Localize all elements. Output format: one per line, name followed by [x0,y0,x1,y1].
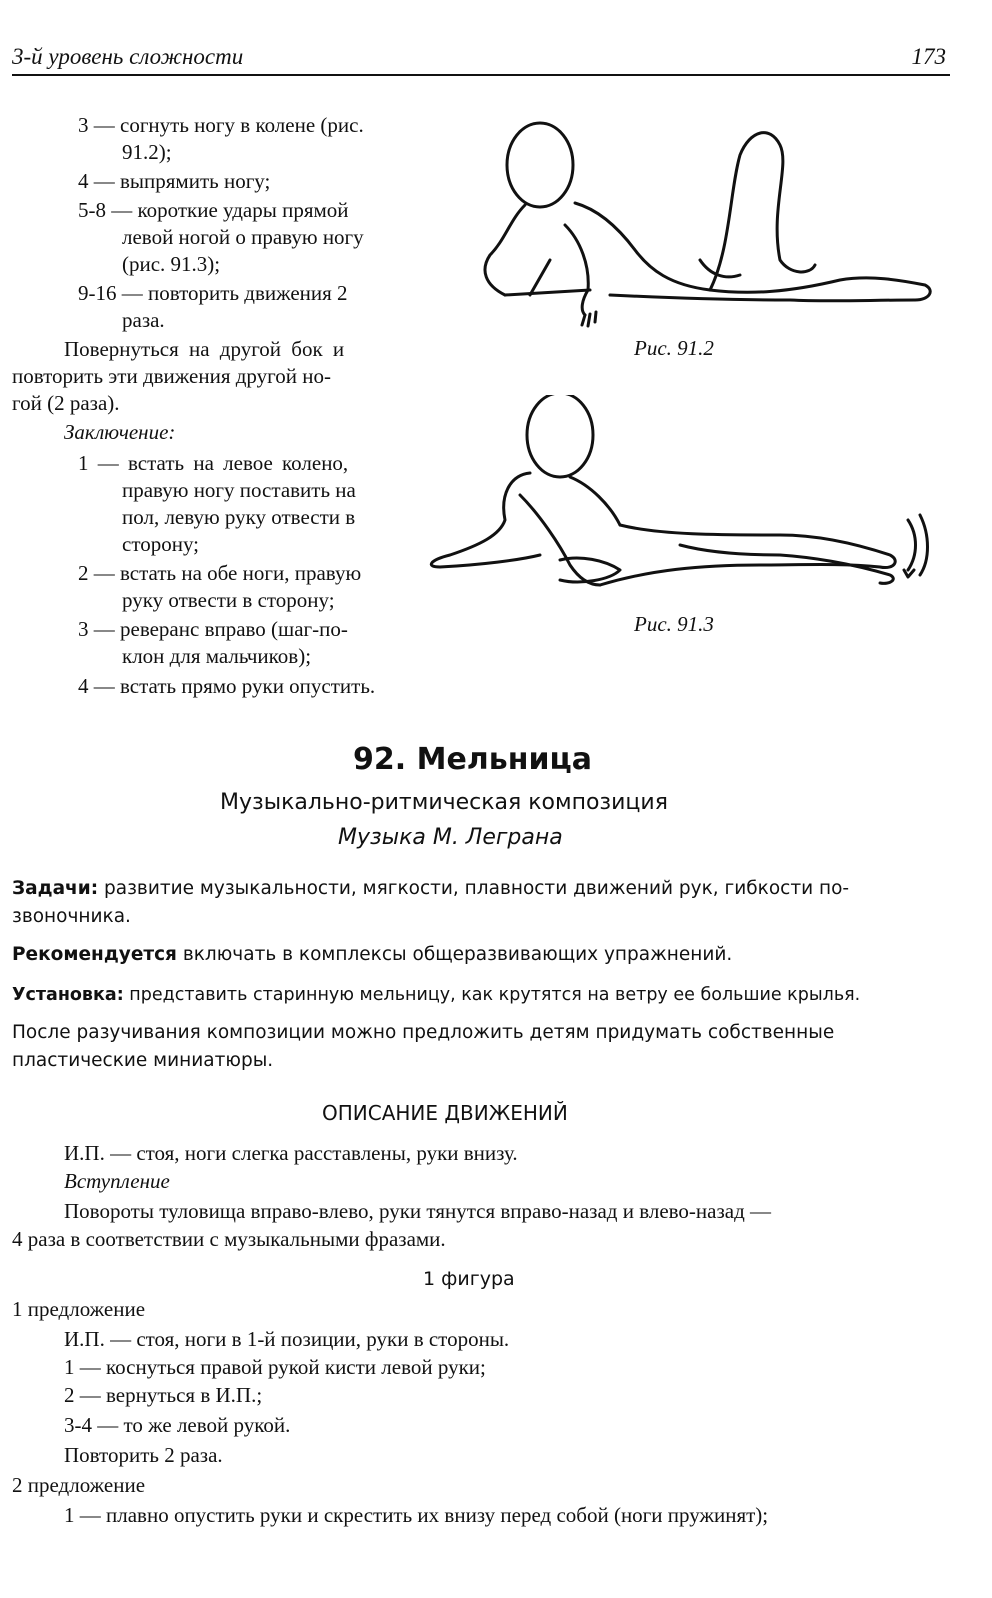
tasks-text: развитие музыкальности, мягкости, плавности движений рук, гибкости по- [104,878,850,899]
exercise-figure-91-2 [470,100,950,340]
sentence-label: 1 предложение [12,1297,146,1321]
step-line: правую ногу поставить на [122,478,356,502]
after-line: пластические миниатюры. [12,1050,274,1071]
intro-label: Вступление [64,1169,170,1193]
s1-line: Повторить 2 раза. [64,1443,223,1467]
chapter-title: 3-й уровень сложности [12,44,244,69]
page-header [12,40,950,76]
after-line: После разучивания композиции можно предложить детям придумать собственные [12,1022,835,1043]
figure-label: 1 фигура [423,1268,515,1290]
figure-caption-91-3: Рис. 91.3 [634,612,714,636]
recommend-text: включать в комплексы общеразвивающих упражнений. [182,944,733,965]
step-line: 3 — реверанс вправо (шаг-по- [78,617,348,641]
step-line: (рис. 91.3); [122,252,221,276]
sentence-label: 2 предложение [12,1473,146,1497]
step-line: пол, левую руку отвести в [122,505,356,529]
step-line: 2 — встать на обе ноги, правую [78,561,362,585]
tasks-label: Задачи: [12,878,99,899]
step-line: 5-8 — короткие удары прямой [78,198,349,222]
recommend-line [12,940,732,970]
step-line: 1 — встать на левое колено, [78,451,349,475]
s1-line: И.П. — стоя, ноги в 1-й позиции, руки в стороны. [64,1327,510,1351]
tasks-line-2: звоночника. [12,906,131,927]
step-line: раза. [122,308,165,332]
s1-line: 2 — вернуться в И.П.; [64,1383,263,1407]
intro-line: Повороты туловища вправо-влево, руки тянутся вправо-назад и влево-назад — [64,1199,772,1223]
section-title: 92. Мельница [353,742,592,777]
step-line: 4 — выпрямить ногу; [78,169,271,193]
recommend-label: Рекомендуется [12,944,177,965]
ip-line: И.П. — стоя, ноги слегка расставлены, руки внизу. [64,1141,518,1165]
s2-line: 1 — плавно опустить руки и скрестить их внизу перед собой (ноги пружинят); [64,1503,769,1527]
step-line: 9-16 — повторить движения 2 [78,281,348,305]
exercise-figure-91-3 [420,395,940,605]
figure-caption-91-2: Рис. 91.2 [634,336,714,360]
step-line: левой ногой о правую ногу [122,225,364,249]
turn-para-line: повторить эти движения другой но- [12,364,331,388]
s1-line: 1 — коснуться правой рукой кисти левой руки; [64,1355,486,1379]
setup-text: представить старинную мельницу, как крутятся на ветру ее большие крылья. [129,985,861,1005]
s1-line: 3-4 — то же левой рукой. [64,1413,291,1437]
turn-para-line: гой (2 раза). [12,391,120,415]
conclusion-label: Заключение: [64,420,176,444]
setup-line [12,980,860,1010]
section-music: Музыка М. Леграна [338,825,563,850]
step-line: клон для мальчиков); [122,644,312,668]
tasks-line [12,874,849,904]
step-line: 3 — согнуть ногу в колене (рис. [78,113,364,137]
section-subtitle: Музыкально-ритмическая композиция [220,790,668,815]
step-line: 91.2); [122,140,172,164]
step-line: сторону; [122,532,200,556]
page-number: 173 [911,44,946,69]
turn-para-line: Повернуться на другой бок и [64,337,345,361]
step-line: 4 — встать прямо руки опустить. [78,674,376,698]
setup-label: Установка: [12,985,124,1005]
intro-line: 4 раза в соответствии с музыкальными фразами. [12,1227,446,1251]
step-line: руку отвести в сторону; [122,588,335,612]
description-heading: ОПИСАНИЕ ДВИЖЕНИЙ [322,1101,568,1125]
